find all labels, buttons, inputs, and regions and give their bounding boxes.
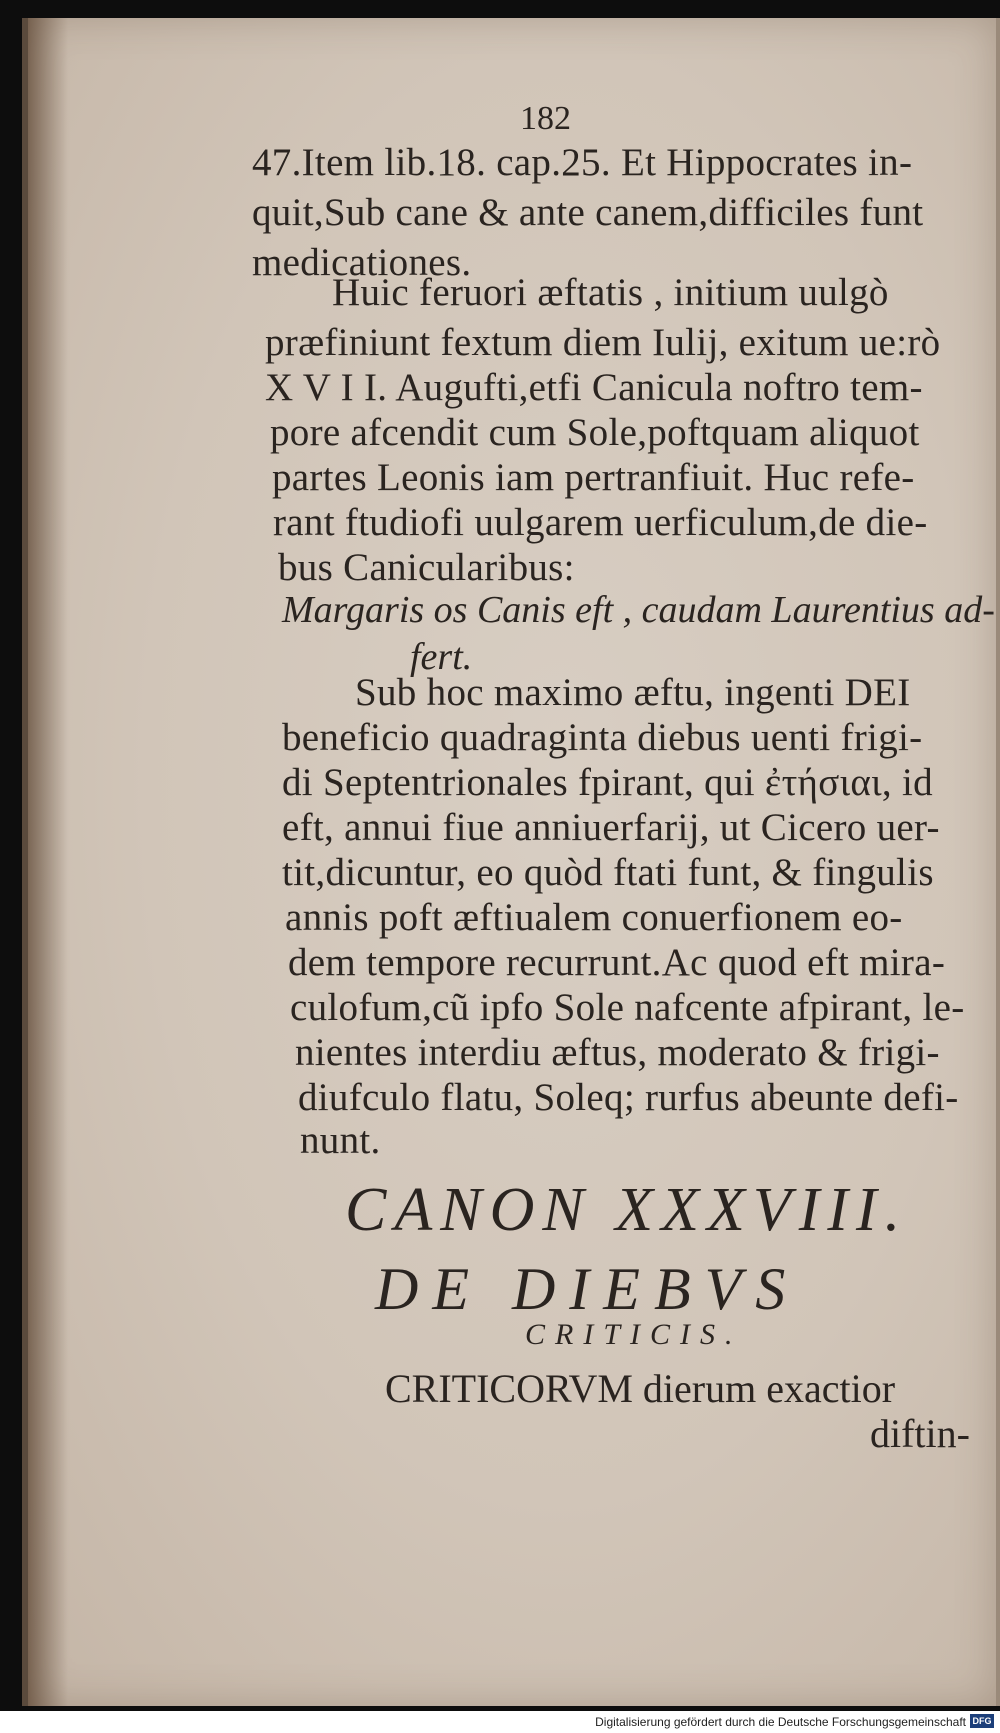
text-line: nunt. [300, 1119, 381, 1162]
text-line: pore afcendit cum Sole,poftquam aliquot [270, 411, 920, 454]
text-line: nientes interdiu æftus, moderato & frigi- [295, 1031, 940, 1074]
text-line: tit,dicuntur, eo quòd ftati funt, & fingulis [282, 851, 934, 894]
text-line: di Septentrionales fpirant, qui ἐτήσιαι, id [282, 761, 933, 804]
dfg-logo: DFG [970, 1714, 994, 1728]
text-line: dem tempore recurrunt.Ac quod eft mira- [288, 941, 946, 984]
text-line: culofum,cũ ipfo Sole nafcente afpirant, le- [290, 986, 965, 1029]
text-line: X V I I. Augufti,etfi Canicula noftro tem- [265, 366, 923, 409]
canon-subheading: DE DIEBVS [375, 1256, 800, 1322]
text-line: partes Leonis iam pertranfiuit. Huc refe- [272, 456, 915, 499]
verse-line: fert. [410, 636, 473, 678]
canon-heading: CANON XXXVIII. [345, 1176, 909, 1244]
page-gutter-shadow [28, 18, 68, 1706]
page-number: 182 [520, 100, 571, 137]
text-line: præfiniunt fextum diem Iulij, exitum ue:rò [265, 321, 941, 364]
canon-subheading-small: CRITICIS. [525, 1318, 743, 1351]
footer-credit: Digitalisierung gefördert durch die Deutsche Forschungsgemeinschaft [595, 1715, 966, 1729]
text-line: annis poft æftiualem conuerfionem eo- [285, 896, 903, 939]
verse-line: Margaris os Canis eft , caudam Laurentius ad- [282, 589, 995, 631]
text-line: 47.Item lib.18. cap.25. Et Hippocrates in- [252, 141, 913, 184]
text-line: Huic feruori æftatis , initium uulgò [332, 271, 889, 314]
text-line: beneficio quadraginta diebus uenti frigi- [282, 716, 923, 759]
text-line: eft, annui fiue anniuerfarij, ut Cicero uer- [282, 806, 940, 849]
text-line: bus Canicularibus: [278, 546, 575, 589]
text-line: medicationes. [252, 241, 472, 284]
text-line: diufculo flatu, Soleq; rurfus abeunte defi- [298, 1076, 959, 1119]
text-line: rant ftudiofi uulgarem uerficulum,de die- [273, 501, 928, 544]
text-line: Sub hoc maximo æftu, ingenti DEI [355, 671, 911, 714]
text-line: quit,Sub cane & ante canem,difficiles funt [252, 191, 924, 234]
catchword: diftin- [870, 1411, 970, 1456]
text-line: CRITICORVM dierum exactior [385, 1366, 896, 1411]
